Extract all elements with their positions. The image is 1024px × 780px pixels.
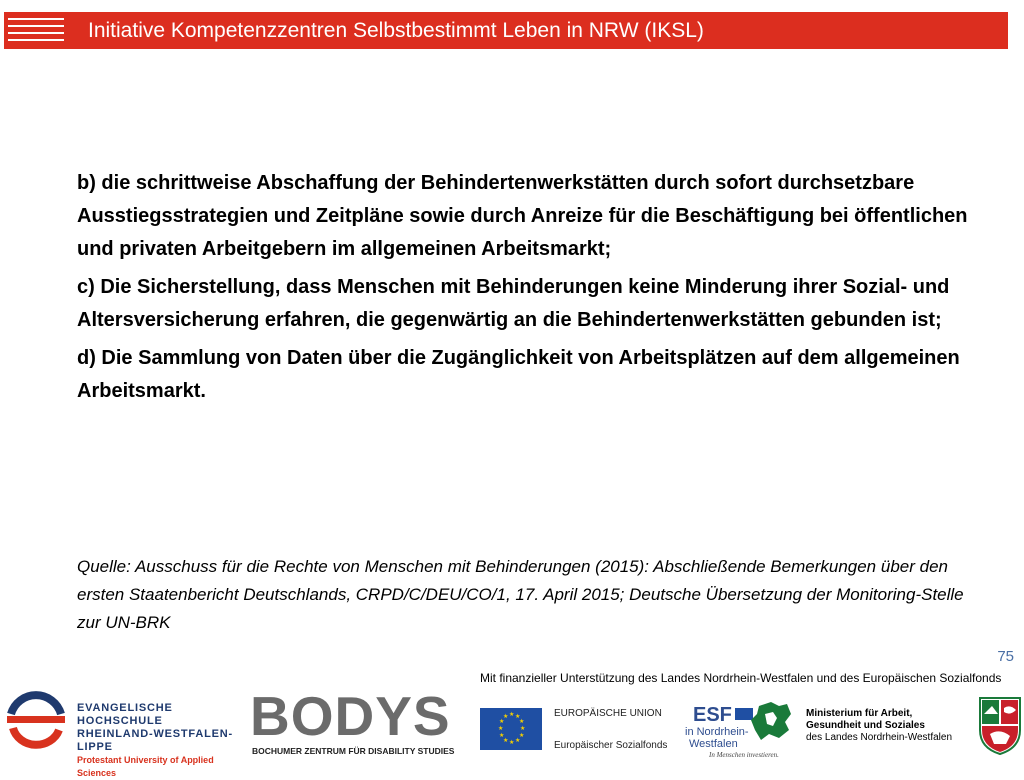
svg-text:★: ★ <box>515 713 521 720</box>
esf-region-line1: in Nordrhein- <box>685 726 749 738</box>
header-lines-icon <box>8 18 64 44</box>
svg-text:★: ★ <box>509 739 515 746</box>
evh-line2: RHEINLAND-WESTFALEN-LIPPE <box>77 728 233 753</box>
bodys-logo <box>250 685 468 760</box>
slide-body <box>77 167 977 413</box>
bodys-wordmark: BODYS <box>250 685 451 747</box>
esf-region-line2: Westfalen <box>689 738 738 750</box>
ministry-line3: des Landes Nordrhein-Westfalen <box>806 732 953 743</box>
nrw-coat-of-arms <box>978 696 1022 756</box>
header-bar <box>4 12 1008 49</box>
svg-text:★: ★ <box>499 732 505 739</box>
page-number: 75 <box>997 648 1014 665</box>
svg-text:★: ★ <box>515 737 521 744</box>
evh-line3: Protestant University of Applied Sciences <box>77 755 214 778</box>
evh-line1: EVANGELISCHE HOCHSCHULE <box>77 702 173 727</box>
ministry-line1: Ministerium für Arbeit, <box>806 708 913 719</box>
ministry-line2: Gesundheit und Soziales <box>806 720 925 731</box>
ministry-logo <box>806 708 966 748</box>
eu-logo <box>480 708 670 752</box>
slide-title: Initiative Kompetenzzentren Selbstbestimmt Leben in NRW (IKSL) <box>88 19 704 42</box>
svg-text:★: ★ <box>520 725 526 732</box>
esf-fund-label: Europäischer Sozialfonds <box>554 740 668 751</box>
evh-emblem-icon <box>5 690 67 748</box>
funding-note: Mit finanzieller Unterstützung des Landes Nordrhein-Westfalen und des Europäischen Sozialfonds <box>480 671 1002 685</box>
svg-text:★: ★ <box>509 711 515 718</box>
source-citation: Quelle: Ausschuss für die Rechte von Menschen mit Behinderungen (2015): Abschließende Bemerkungen über den ersten Staatenbericht Deutschlands, CRPD/C/DEU/CO/1, 17. April 2015; Deutsche Übersetzung der Monitoring-Stelle zur UN-BRK <box>77 557 964 632</box>
eu-label: EUROPÄISCHE UNION <box>554 708 662 719</box>
bodys-subtitle: BOCHUMER ZENTRUM FÜR DISABILITY STUDIES <box>252 746 455 756</box>
svg-text:★: ★ <box>498 725 504 732</box>
esf-nrw-logo <box>683 698 793 762</box>
svg-text:★: ★ <box>503 713 509 720</box>
svg-text:★: ★ <box>519 718 525 725</box>
esf-slogan: In Menschen investieren. <box>709 751 779 759</box>
svg-text:★: ★ <box>499 718 505 725</box>
svg-text:★: ★ <box>519 732 525 739</box>
paragraph-c: c) Die Sicherstellung, dass Menschen mit Behinderungen keine Minderung ihrer Sozial- und Altersversicherung erfahren, die gegenwärtig an die Behindertenwerkstätten gebunden ist; <box>77 276 950 331</box>
esf-wordmark: ESF <box>693 704 732 726</box>
eu-flag-icon <box>480 708 542 750</box>
evh-text <box>77 702 235 780</box>
nrw-crest-icon <box>978 696 1022 756</box>
svg-text:★: ★ <box>503 737 509 744</box>
paragraph-b: b) die schrittweise Abschaffung der Behindertenwerkstätten durch sofort durchsetzbare Ausstiegsstrategien und Zeitpläne sowie durch Anreize für die Beschäftigung bei öffentlichen und privaten Arbeitgebern im allgemeinen Arbeitsmarkt; <box>77 172 968 260</box>
evh-logo <box>5 690 235 778</box>
nrw-map-icon <box>749 700 793 744</box>
paragraph-d: d) Die Sammlung von Daten über die Zugänglichkeit von Arbeitsplätzen auf dem allgemeinen Arbeitsmarkt. <box>77 347 960 402</box>
